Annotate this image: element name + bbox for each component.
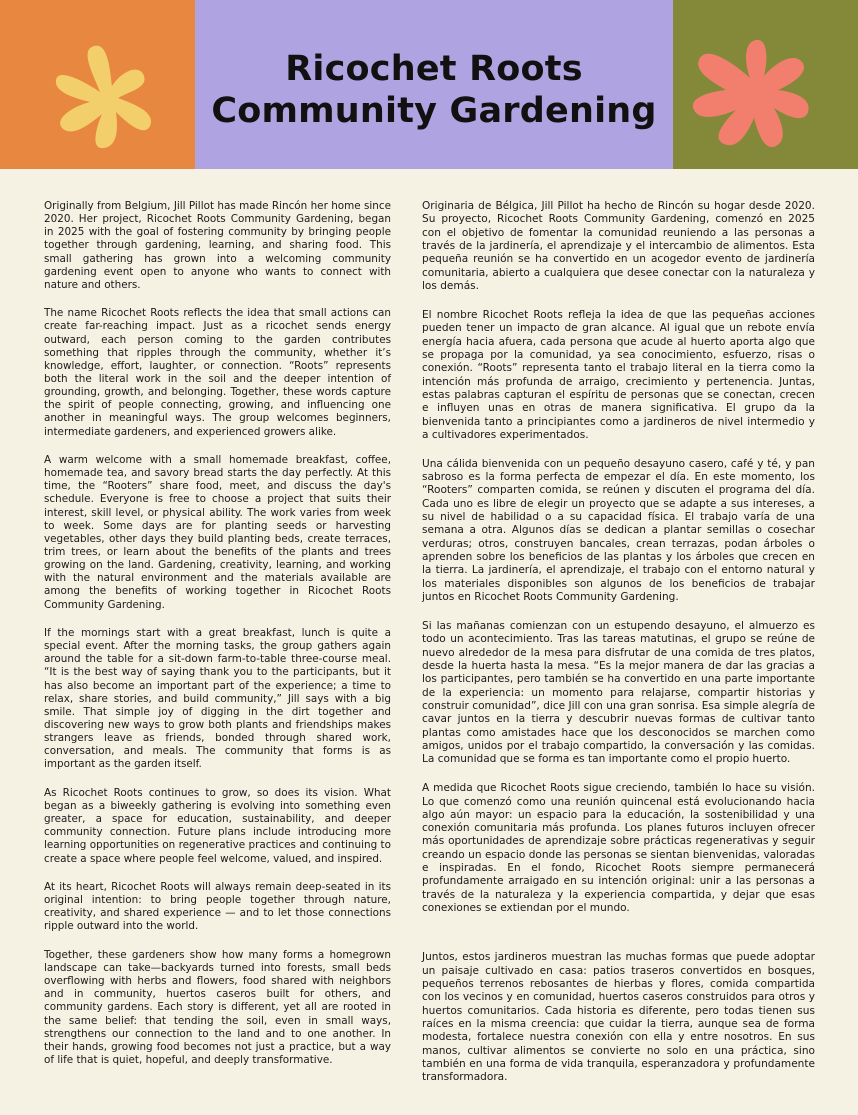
spanish-column — [422, 200, 815, 1100]
page-title — [195, 48, 673, 132]
flower-icon — [688, 36, 812, 152]
spanish-paragraph: Originaria de Bélgica, Jill Pillot ha hecho de Rincón su hogar desde 2020. Su proyecto, Ricochet Roots Community Gardening, comenzó en 2025 con el objetivo de fomentar la comunidad reuniendo a las personas a través de la jardinería, el aprendizaje y el intercambio de alimentos. Esta pequeña reunión se ha convertido en un acogedor evento de jardinería comunitaria, abierto a cualquiera que desee conectar con la naturaleza y los demás. — [422, 200, 815, 292]
spanish-paragraph: A medida que Ricochet Roots sigue creciendo, también lo hace su visión. Lo que comenzó como una reunión quincenal está evolucionando hacia algo aún mayor: un espacio para la educación, la sostenibilidad y una conexión comunitaria más profunda. Los planes futuros incluyen ofrecer más oportunidades de aprendizaje sobre prácticas regenerativas y seguir creando un espacio donde las personas se sientan bienvenidas, valoradas e inspiradas. En el fondo, Ricochet Roots siempre permanecerá profundamente arraigado en su intención original: unir a las personas a través de la naturaleza y la experiencia compartida, y dejar que esas conexiones se extiendan por el mundo. — [422, 782, 815, 915]
header-banner — [0, 0, 858, 169]
english-paragraph: At its heart, Ricochet Roots will always remain deep-seated in its original intention: to bring people together through nature, creativity, and shared experience — and to let those connections ripple outward into the world. — [44, 880, 391, 933]
spanish-paragraph: Una cálida bienvenida con un pequeño desayuno casero, café y té, y pan sabroso es la forma perfecta de empezar el día. En este momento, los “Rooters” comparten comida, se reúnen y discuten el programa del día. Cada uno es libre de elegir un proyecto que se adapte a sus intereses, a su nivel de habilidad o a su capacidad física. El trabajo varía de una semana a otra. Algunos días se dedican a plantar semillas o cosechar verduras; otros, construyen bancales, crean terrazas, podan árboles o aprenden sobre los beneficios de las plantas y los árboles que crecen en la tierra. La jardinería, el aprendizaje, el trabajo con el entorno natural y los materiales disponibles son algunos de los beneficios de trabajar juntos en Ricochet Roots Community Gardening. — [422, 457, 815, 604]
flower-icon — [52, 42, 156, 150]
english-paragraph: If the mornings start with a great breakfast, lunch is quite a special event. After the morning tasks, the group gathers again around the table for a sit-down farm-to-table three-course meal. “It is the best way of saying thank you to the participants, but it has also become an important part of the experience; a time to relax, share stories, and build community,” Jill says with a big smile. That simple joy of digging in the dirt together and discovering new ways to grow both plants and friendships makes strangers leave as friends, bonded through shared work, conversation, and meals. The community that forms is as important as the garden itself. — [44, 626, 391, 771]
title-line-2: Community Gardening — [211, 91, 657, 131]
english-paragraph: Originally from Belgium, Jill Pillot has made Rincón her home since 2020. Her project, Ricochet Roots Community Gardening, began in 2025 with the goal of fostering community by bringing people together through gardening, learning, and sharing food. This small gathering has grown into a welcoming community gardening event open to anyone who wants to connect with nature and others. — [44, 200, 391, 291]
english-paragraph: As Ricochet Roots continues to grow, so does its vision. What began as a biweekly gathering is evolving into something even greater, a space for education, sustainability, and deeper community connection. Future plans include introducing more learning opportunities on regenerative practices and continuing to create a space where people feel welcome, valued, and inspired. — [44, 786, 391, 865]
english-paragraph: The name Ricochet Roots reflects the idea that small actions can create far-reaching impact. Just as a ricochet sends energy outward, each person coming to the garden contributes something that ripples through the community, whether it’s knowledge, effort, laughter, or connection. “Roots” represents both the literal work in the soil and the deeper intention of grounding, growth, and belonging. Together, these words capture the spirit of people connecting, growing, and influencing one another in meaningful ways. The group welcomes beginners, intermediate gardeners, and experienced growers alike. — [44, 307, 391, 438]
spanish-paragraph: Si las mañanas comienzan con un estupendo desayuno, el almuerzo es todo un acontecimiento. Tras las tareas matutinas, el grupo se reúne de nuevo alrededor de la mesa para disfrutar de una comida de tres platos, desde la huerta hasta la mesa. “Es la mejor manera de dar las gracias a los participantes, pero también se ha convertido en una parte importante de la experiencia: un momento para relajarse, compartir historias y construir comunidad”, dice Jill con una gran sonrisa. Esa simple alegría de cavar juntos en la tierra y descubrir nuevas formas de cultivar tanto plantas como amistades hace que los desconocidos se marchen como amigos, unidos por el trabajo compartido, la conversación y las comidas. La comunidad que se forma es tan importante como el propio huerto. — [422, 619, 815, 766]
english-paragraph: Together, these gardeners show how many forms a homegrown landscape can take—backyards turned into forests, small beds overflowing with herbs and flowers, food shared with neighbors and in community, huertos caseros built for others, and community gardens. Each story is different, yet all are rooted in the same belief: that tending the soil, even in small ways, strengthens our connection to the land and to one another. In their hands, growing food becomes not just a practice, but a way of life that is quiet, hopeful, and deeply transformative. — [44, 948, 391, 1066]
english-paragraph: A warm welcome with a small homemade breakfast, coffee, homemade tea, and savory bread starts the day perfectly. At this time, the “Rooters” share food, meet, and discuss the day's schedule. Everyone is free to choose a project that suits their interest, skill level, or physical ability. The work varies from week to week. Some days are for planting seeds or harvesting vegetables, other days they build planting beds, create terraces, trim trees, or learn about the benefits of the plants and trees growing on the land. Gardening, creativity, learning, and working with the natural environment and the materials available are among the benefits of working together in Ricochet Roots Community Gardening. — [44, 453, 391, 611]
spanish-paragraph: El nombre Ricochet Roots refleja la idea de que las pequeñas acciones pueden tener un impacto de gran alcance. Al igual que un rebote envía energía hacia afuera, cada persona que acude al huerto aporta algo que se propaga por la comunidad, ya sea conocimiento, esfuerzo, risas o conexión. “Roots” representa tanto el trabajo literal en la tierra como la intención más profunda de arraigo, crecimiento y pertenencia. Juntas, estas palabras capturan el espíritu de personas que se conectan, crecen e influyen unas en otras de manera significativa. El grupo da la bienvenida tanto a principiantes como a jardineros de nivel intermedio y a cultivadores experimentados. — [422, 308, 815, 441]
spanish-paragraph: Juntos, estos jardineros muestran las muchas formas que puede adoptar un paisaje cultivado en casa: patios traseros convertidos en bosques, pequeños terrenos rebosantes de hierbas y flores, comida compartida con los vecinos y en comunidad, huertos caseros construidos para otros y huertos comunitarios. Cada historia es diferente, pero todas tienen sus raíces en la misma creencia: que cuidar la tierra, aunque sea de forma modesta, fortalece nuestra conexión con ella y entre nosotros. En sus manos, cultivar alimentos se convierte no solo en una práctica, sino también en una forma de vida tranquila, esperanzadora y profundamente transformadora. — [422, 951, 815, 1084]
english-column — [44, 200, 391, 1082]
title-line-1: Ricochet Roots — [285, 49, 583, 89]
